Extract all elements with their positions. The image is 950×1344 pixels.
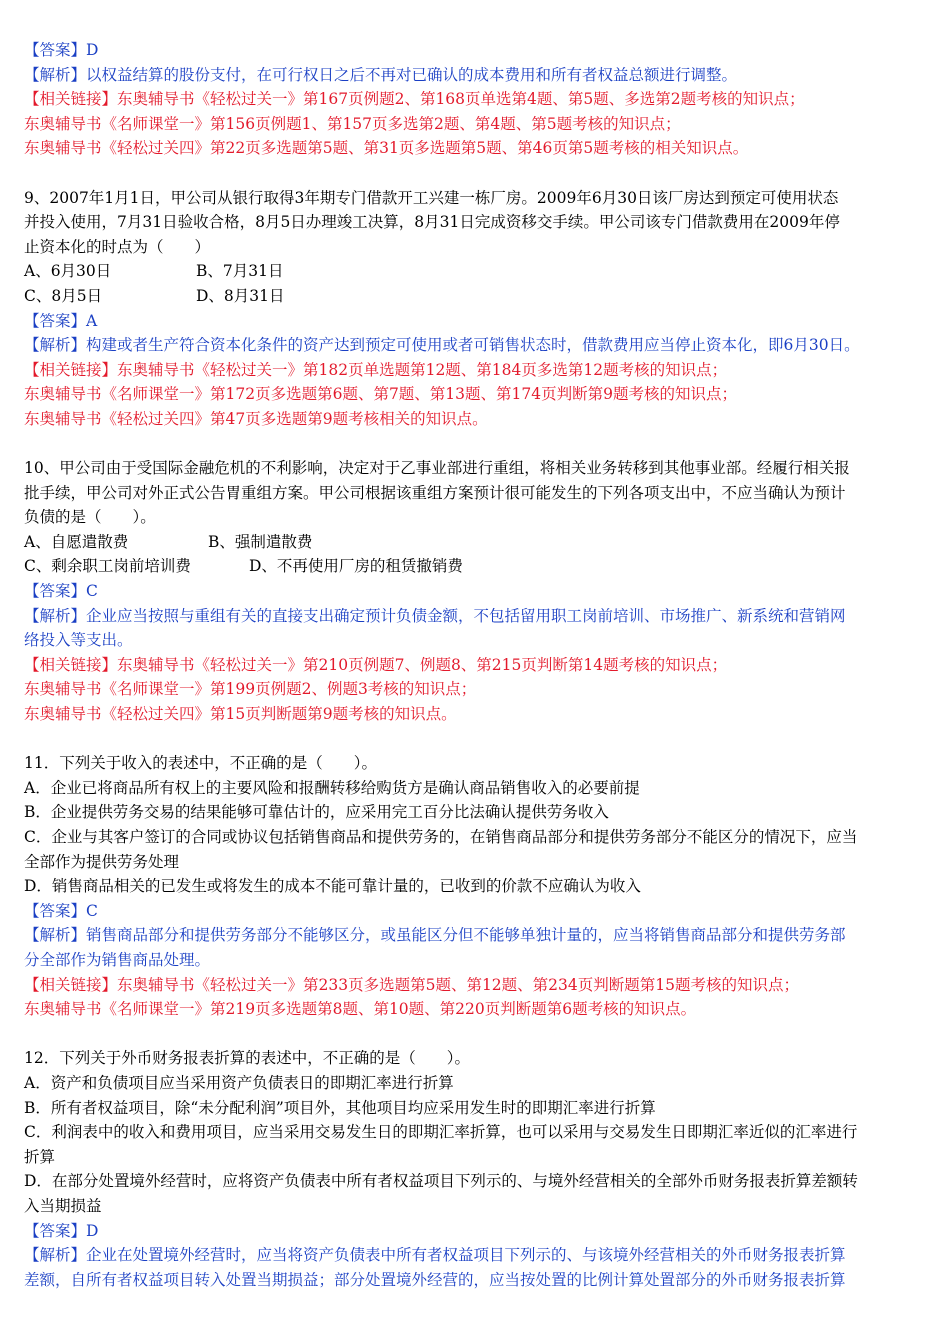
question-stem: 负债的是（ ）。: [24, 508, 156, 527]
option-a: A．企业已将商品所有权上的主要风险和报酬转移给购货方是确认商品销售收入的必要前提: [24, 778, 640, 797]
option-row: [24, 284, 926, 309]
analysis-line: 【解析】以权益结算的股份支付，在可行权日之后不再对已确认的成本费用和所有者权益总额进行调整。: [24, 65, 738, 84]
link-line: 东奥辅导书《名师课堂一》第199页例题2、例题3考核的知识点；: [24, 680, 477, 699]
question-9: [24, 186, 926, 432]
option-d: D、不再使用厂房的租赁撤销费: [249, 557, 463, 576]
analysis-line: 分全部作为销售商品处理。: [24, 950, 211, 969]
option-a: A、6月30日: [24, 262, 112, 281]
question-stem: 批手续，甲公司对外正式公告胃重组方案。甲公司根据该重组方案预计很可能发生的下列各项支出中，不应当确认为预计: [24, 483, 846, 502]
analysis-line: 【解析】企业应当按照与重组有关的直接支出确定预计负债金额，不包括留用职工岗前培训、市场推广、新系统和营销网: [24, 606, 846, 625]
link-line: 东奥辅导书《名师课堂一》第156页例题1、第157页多选第2题、第4题、第5题考核的知识点；: [24, 114, 681, 133]
link-line: 东奥辅导书《轻松过关四》第22页多选题第5题、第31页多选题第5题、第46页第5题考核的相关知识点。: [24, 139, 749, 158]
link-line: 东奥辅导书《名师课堂一》第172页多选题第6题、第7题、第13题、第174页判断第9题考核的知识点；: [24, 385, 737, 404]
option-d: D．销售商品相关的已发生或将发生的成本不能可靠计量的，已收到的价款不应确认为收入: [24, 877, 641, 896]
question-stem: 并投入使用，7月31日验收合格，8月5日办理竣工决算，8月31日完成资移交手续。甲公司该专门借款费用在2009年停: [24, 213, 840, 232]
link-line: 东奥辅导书《名师课堂一》第219页多选题第8题、第10题、第220页判断题第6题考核的知识点。: [24, 1000, 697, 1019]
link-line: 【相关链接】东奥辅导书《轻松过关一》第210页例题7、例题8、第215页判断第14题考核的知识点；: [24, 655, 728, 674]
option-b: B、7月31日: [196, 262, 284, 281]
analysis-line: 差额，自所有者权益项目转入处置当期损益；部分处置境外经营的，应当按处置的比例计算处置部分的外币财务报表折算: [24, 1270, 846, 1289]
option-d: D、8月31日: [196, 286, 285, 305]
question-stem: 10、甲公司由于受国际金融危机的不利影响，决定对于乙事业部进行重组，将相关业务转移到其他事业部。经履行相关报: [24, 459, 850, 478]
option-b: B．企业提供劳务交易的结果能够可靠估计的，应采用完工百分比法确认提供劳务收入: [24, 803, 609, 822]
question-stem: 11．下列关于收入的表述中，不正确的是（ ）。: [24, 754, 377, 773]
option-c: C、8月5日: [24, 286, 103, 305]
option-d-cont: 入当期损益: [24, 1196, 102, 1215]
option-row: [24, 554, 926, 579]
option-b: B．所有者权益项目，除“未分配利润”项目外，其他项目均应采用发生时的即期汇率进行折算: [24, 1098, 656, 1117]
option-c: C．利润表中的收入和费用项目，应当采用交易发生日的即期汇率折算，也可以采用与交易发生日即期汇率近似的汇率进行: [24, 1123, 858, 1142]
analysis-line: 【解析】企业在处置境外经营时，应当将资产负债表中所有者权益项目下列示的、与该境外经营相关的外币财务报表折算: [24, 1246, 846, 1265]
option-b: B、强制遣散费: [208, 532, 313, 551]
option-c: C．企业与其客户签订的合同或协议包括销售商品和提供劳务的，在销售商品部分和提供劳务部分不能区分的情况下，应当: [24, 828, 858, 846]
link-line: 【相关链接】东奥辅导书《轻松过关一》第233页多选题第5题、第12题、第234页判断题第15题考核的知识点；: [24, 975, 799, 994]
question-stem: 12．下列关于外币财务报表折算的表述中，不正确的是（ ）。: [24, 1049, 470, 1068]
question-stem: 止资本化的时点为（ ）: [24, 237, 211, 256]
link-line: 东奥辅导书《轻松过关四》第47页多选题第9题考核相关的知识点。: [24, 409, 488, 428]
option-row: [24, 259, 926, 284]
link-line: 【相关链接】东奥辅导书《轻松过关一》第167页例题2、第168页单选第4题、第5题、多选第2题考核的知识点；: [24, 90, 805, 109]
option-c-cont: 折算: [24, 1147, 56, 1166]
question-12: [24, 1046, 926, 1292]
option-row: [24, 530, 926, 555]
option-a: A．资产和负债项目应当采用资产负债表日的即期汇率进行折算: [24, 1073, 454, 1092]
answer-line: 【答案】D: [24, 1221, 99, 1240]
answer-line: 【答案】A: [24, 311, 98, 330]
question-stem: 9、2007年1月1日，甲公司从银行取得3年期专门借款开工兴建一栋厂房。2009年6月30日该厂房达到预定可使用状态: [24, 188, 839, 207]
question-10: [24, 456, 926, 727]
answer-line: 【答案】C: [24, 582, 98, 601]
analysis-line: 【解析】构建或者生产符合资本化条件的资产达到预定可使用或者可销售状态时，借款费用应当停止资本化，即6月30日。: [24, 336, 860, 355]
question-11: [24, 751, 926, 1022]
option-a: A、自愿遣散费: [24, 532, 129, 551]
analysis-line: 【解析】销售商品部分和提供劳务部分不能够区分，或虽能区分但不能够单独计量的，应当将销售商品部分和提供劳务部: [24, 926, 846, 945]
option-c-cont: 全部作为提供劳务处理: [24, 852, 180, 871]
option-d: D．在部分处置境外经营时，应将资产负债表中所有者权益项目下列示的、与境外经营相关的全部外币财务报表折算差额转: [24, 1172, 858, 1191]
option-c: C、剩余职工岗前培训费: [24, 557, 191, 576]
answer-line: 【答案】C: [24, 901, 98, 920]
answer-line: 【答案】D: [24, 41, 99, 59]
link-line: 【相关链接】东奥辅导书《轻松过关一》第182页单选题第12题、第184页多选第12题考核的知识点；: [24, 360, 728, 379]
analysis-line: 络投入等支出。: [24, 631, 133, 650]
prev-question-tail: [24, 38, 926, 161]
link-line: 东奥辅导书《轻松过关四》第15页判断题第9题考核的知识点。: [24, 705, 457, 724]
